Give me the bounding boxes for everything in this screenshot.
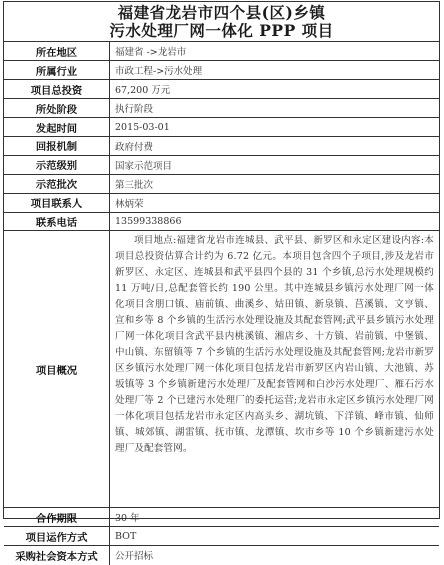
table-row-demo-batch [4,174,439,193]
title-line-1: 福建省龙岩市四个县(区)乡镇 [117,3,326,22]
row-label: 所在地区 [4,42,110,61]
table-row-overview [4,231,439,508]
row-label: 合作期限 [4,508,110,527]
row-value: 市政工程->污水处理 [110,61,440,80]
title-line-2: 污水处理厂网一体化 PPP 项目 [109,21,334,40]
table-row-contact-phone [4,212,439,231]
row-value: 政府付费 [110,136,440,155]
row-value: BOT [110,527,440,546]
table-row-launch-date [4,118,439,137]
row-label: 回报机制 [4,136,110,155]
row-label: 项目概况 [4,231,110,508]
row-label: 发起时间 [4,118,110,137]
row-label: 示范批次 [4,174,110,193]
table-row-industry [4,61,439,80]
row-label: 示范级别 [4,155,110,174]
project-info-sheet [3,1,440,563]
table-row-contact-person [4,193,439,212]
row-value: 2015-03-01 [110,118,440,137]
overview-text: 项目地点:福建省龙岩市连城县、武平县、新罗区和永定区建设内容:本项目总投资估算合计约为 6.72 亿元。本项目包含四个子项目,涉及龙岩市新罗区、永定区、连城县和武平县四个县的 31 个乡镇,总污水处理规模约 11 万吨/日,总配套管长约 190 公里。其中连城县乡镇污水处理厂网一体化项目含朋口镇、庙前镇、曲溪乡、姑田镇、新泉镇、莒溪镇、文亨镇、宣和乡等 8 个乡镇的生活污水处理设施及其配套管网;武平县乡镇污水处理厂网一体化项目含武平县内桃溪镇、湘店乡、十方镇、岩前镇、中堡镇、中山镇、东留镇等 7 个乡镇的生活污水处理设施及其配套管网;龙岩市新罗区乡镇污水处理厂网一体化项目包括龙岩市新罗区内岩山镇、大池镇、苏坂镇等 3 个乡镇新建污水处理厂及配套管网和白沙污水处理厂、雁石污水处理厂等 2 个已建污水处理厂的委托运营;龙岩市永定区乡镇污水处理厂网一体化项目包括龙岩市永定区内高头乡、湖坑镇、下洋镇、峰市镇、仙师镇、城郊镇、湖雷镇、抚市镇、龙潭镇、坎市乡等 10 个乡镇新建污水处理厂及配套管网。 [110,231,440,508]
row-label: 联系电话 [4,212,110,231]
table-row-total-investment [4,80,439,99]
row-value: 执行阶段 [110,99,440,118]
row-value: 30 年 [110,508,440,527]
row-value: 公开招标 [115,551,154,563]
table-row-procurement-method [4,546,439,565]
row-value: 13599338866 [110,212,440,231]
row-value: 国家示范项目 [110,155,440,174]
row-label: 所属行业 [4,61,110,80]
table-row-region [4,42,439,61]
row-label: 项目联系人 [4,193,110,212]
row-label: 所处阶段 [4,99,110,118]
project-info-table [4,42,439,565]
table-row-stage [4,99,439,118]
row-value: 67,200 万元 [110,80,440,99]
table-row-cooperation-period [4,508,439,527]
table-row-operation-mode [4,527,439,546]
row-label: 项目运作方式 [4,527,110,546]
table-row-demo-level [4,155,439,174]
row-value: 林炳荣 [110,193,440,212]
row-value: 福建省 ->龙岩市 [110,42,440,61]
document-title [4,2,439,42]
table-row-return-mechanism [4,136,439,155]
row-label: 项目总投资 [4,80,110,99]
row-value: 第三批次 [110,174,440,193]
row-label: 采购社会资本方式 [4,546,110,565]
